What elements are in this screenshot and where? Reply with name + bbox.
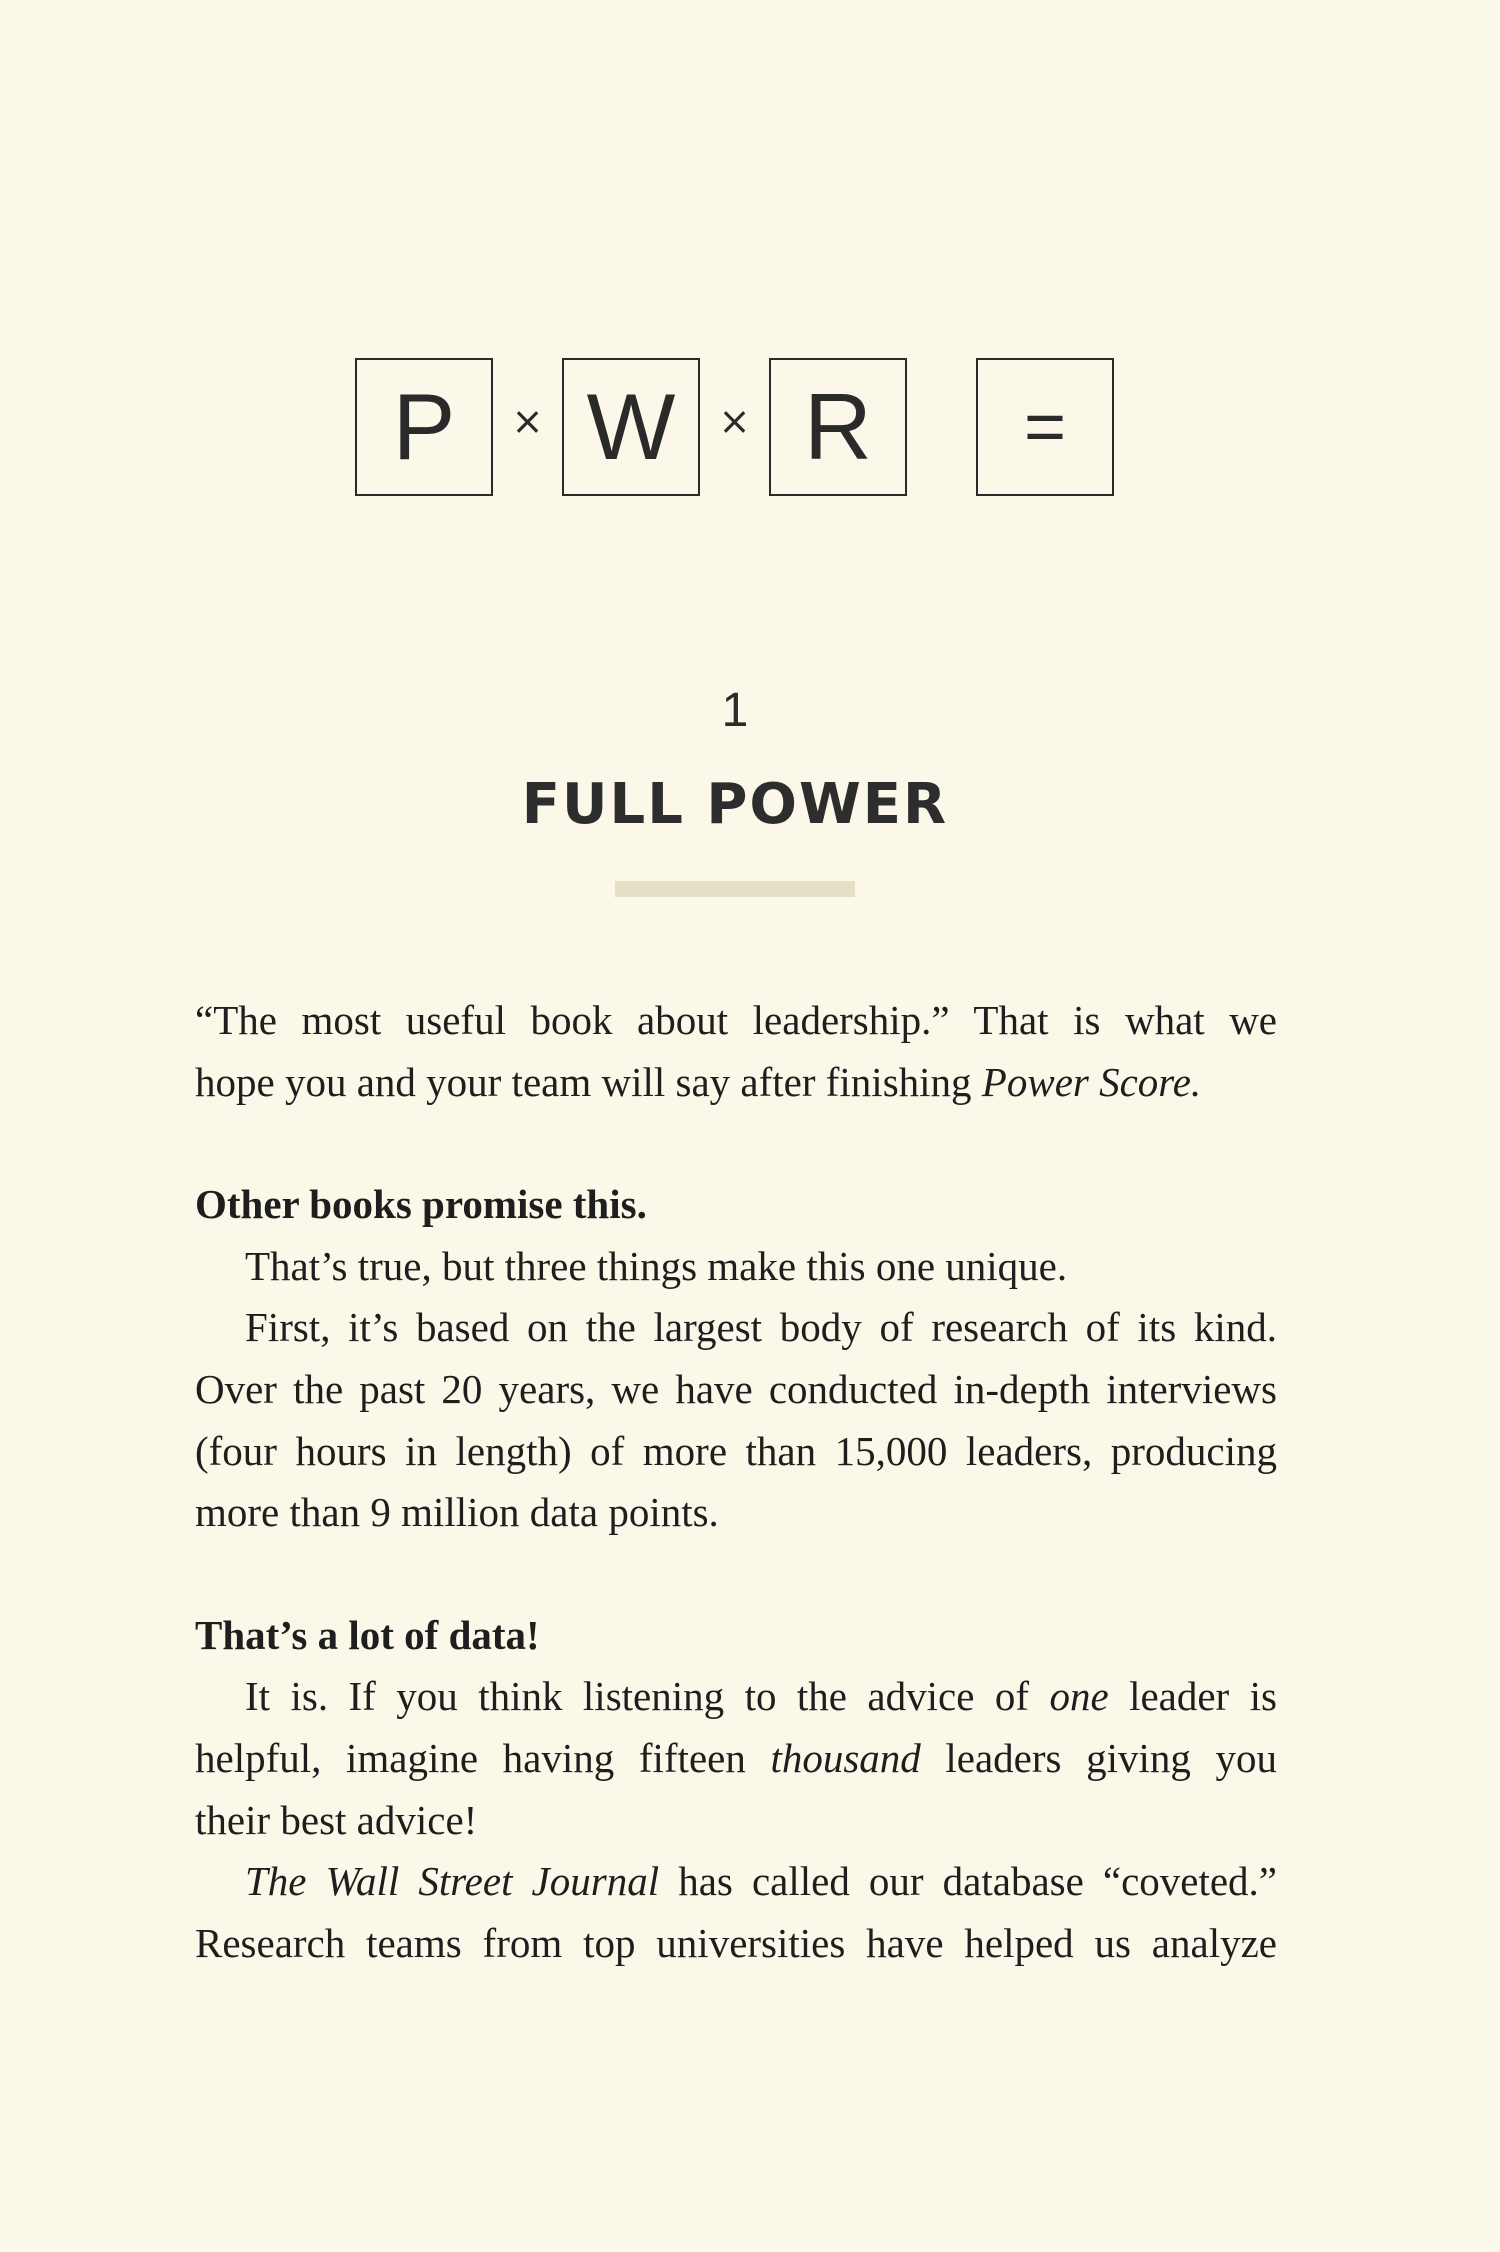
formula-letter-p: P — [392, 374, 456, 479]
text-span: helpful, imagine having fifteen — [195, 1734, 771, 1781]
text-line — [195, 1052, 1277, 1114]
body-text — [195, 990, 1277, 1974]
text-span: has called our database “coveted.” — [659, 1858, 1278, 1905]
section-heading: Other books promise this. — [195, 1181, 647, 1228]
formula-tile-w — [562, 358, 700, 496]
text-line: their best advice! — [195, 1796, 478, 1843]
text-line: (four hours in length) of more than 15,000 leaders, producing — [195, 1427, 1277, 1474]
publication-title-italic: The Wall Street Journal — [245, 1858, 660, 1905]
text-line: “The most useful book about leadership.” That is what we — [195, 997, 1277, 1043]
chapter-title: FULL POWER — [521, 772, 949, 837]
text-line — [195, 1851, 1277, 1913]
text-line: Research teams from top universities have helped us analyze — [195, 1919, 1277, 1966]
formula-letter-w: W — [586, 374, 676, 479]
paragraph-gap — [195, 1113, 1277, 1174]
text-line — [195, 1728, 1277, 1790]
multiply-sign: × — [718, 399, 751, 443]
multiply-sign: × — [511, 399, 544, 443]
book-title-italic: Power Score. — [981, 1058, 1202, 1105]
paragraph — [195, 990, 1277, 1113]
title-divider — [615, 881, 855, 897]
text-line: more than 9 million data points. — [195, 1489, 719, 1536]
text-line: Over the past 20 years, we have conducted in-depth interviews — [195, 1365, 1277, 1412]
text-line: First, it’s based on the largest body of research of its kind. — [245, 1304, 1277, 1351]
formula-tile-p — [355, 358, 493, 496]
paragraph-gap — [195, 1544, 1277, 1605]
text-line — [195, 1666, 1277, 1728]
formula-letter-r: R — [804, 374, 872, 479]
emphasis-text: thousand — [770, 1734, 921, 1781]
equals-sign: = — [1023, 387, 1067, 467]
formula-tile-r — [769, 358, 907, 496]
paragraph — [195, 1297, 1277, 1543]
paragraph — [195, 1851, 1277, 1974]
formula-tile-equals — [976, 358, 1114, 496]
paragraph — [195, 1666, 1277, 1851]
chapter-number: 1 — [721, 684, 749, 737]
text-span: hope you and your team will say after finishing — [195, 1058, 982, 1105]
paragraph — [195, 1236, 1277, 1298]
section-heading: That’s a lot of data! — [195, 1611, 540, 1658]
emphasis-text: one — [1049, 1673, 1109, 1720]
power-score-formula — [355, 358, 1115, 500]
text-span: It is. If you think listening to the advice of — [245, 1673, 1050, 1720]
text-span: leaders giving you — [920, 1734, 1277, 1781]
text-span: leader is — [1108, 1673, 1277, 1720]
text-line: That’s true, but three things make this one unique. — [245, 1242, 1068, 1289]
